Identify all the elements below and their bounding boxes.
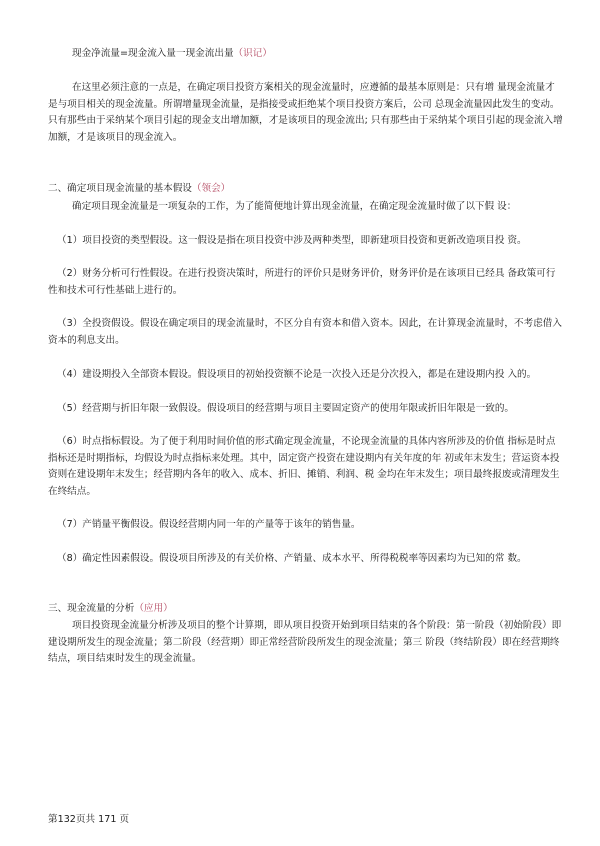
- section-heading-3-tag: （应用）: [134, 603, 173, 614]
- formula-text: 现金净流量=现金流入量一现金流出量: [72, 48, 234, 59]
- assumption-item-1: （1）项目投资的类型假设。这一假设是指在项目投资中涉及两种类型，即新建项目投资和更新改造项目投 资。: [57, 235, 527, 246]
- assumption-item-6: （6）时点指标假设。为了便于利用时间价值的形式确定现金流量，不论现金流量的具体内容所涉及的价值 指标是时点指标还是时期指标，均假设为时点指标来处理。其中，固定资产投资在建设期内有关年度的年 初或年末发生；营运资本投资则在建设期年末发生；经营期内各年的收入、成本、折旧、摊销、利润、税 金均在年末发生；项目最终报废或清理发生在终结点。: [48, 436, 560, 497]
- section-heading-3: [48, 601, 564, 618]
- assumption-item-7: （7）产销量平衡假设。假设经营期内同一年的产量等于该年的销售量。: [57, 519, 361, 530]
- page-footer: 第132页共 171 页: [48, 814, 130, 825]
- formula-tag: （识记）: [233, 48, 272, 59]
- assumption-item-3: （3）全投资假设。假设在确定项目的现金流量时，不区分自有资本和借入资本。因此，在计算现金流量时，不考虑借入资本的利息支出。: [48, 318, 562, 346]
- section-heading-2-text: 二、确定项目现金流量的基本假设: [48, 183, 192, 194]
- section-heading-2: [48, 181, 564, 198]
- intro-paragraph: 在这里必须注意的一点是，在确定项目投资方案相关的现金流量时，应遵循的最基本原则是：只有增 量现金流量才是与项目相关的现金流量。所谓增量现金流量，是指接受或拒绝某个项目投资方案后，公司 总现金流量因此发生的变动。只有那些由于采纳某个项目引起的现金支出增加额，才是该项目的现金流出; 只有那些由于采纳某个项目引起的现金流入增加额，才是该项目的现金流入。: [48, 82, 563, 143]
- section-heading-2-tag: （领会）: [191, 183, 231, 194]
- assumption-item-4: （4）建设期投入全部资本假设。假设项目的初始投资额不论是一次投入还是分次投入，都是在建设期内投 入的。: [57, 369, 537, 380]
- section-heading-3-text: 三、现金流量的分析: [48, 603, 135, 614]
- assumption-item-8: （8）确定性因素假设。假设项目所涉及的有关价格、产销量、成本水平、所得税税率等因素均为已知的常 数。: [57, 553, 527, 564]
- section-2-lead: 确定项目现金流量是一项复杂的工作，为了能简便地计算出现金流量，在确定现金流量时做了以下假 设：: [72, 201, 517, 212]
- assumption-item-2: （2）财务分析可行性假设。在进行投资决策时，所进行的评价只是财务评价，财务评价是在该项目已经具 备政策可行性和技术可行性基础上进行的。: [48, 268, 556, 296]
- cash-flow-formula: [48, 46, 564, 63]
- section-3-paragraph: 项目投资现金流量分析涉及项目的整个计算期，即从项目投资开始到项目结束的各个阶段：第一阶段（初始阶段）即建设期所发生的现金流量；第二阶段（经营期）即正常经营阶段所发生的现金流量；第三 阶段（终结阶段）即在经营期终结点，项目结束时发生的现金流量。: [48, 620, 562, 664]
- assumption-item-5: （5）经营期与折旧年限一致假设。假设项目的经营期与项目主要固定资产的使用年限或折旧年限是一致的。: [57, 403, 515, 414]
